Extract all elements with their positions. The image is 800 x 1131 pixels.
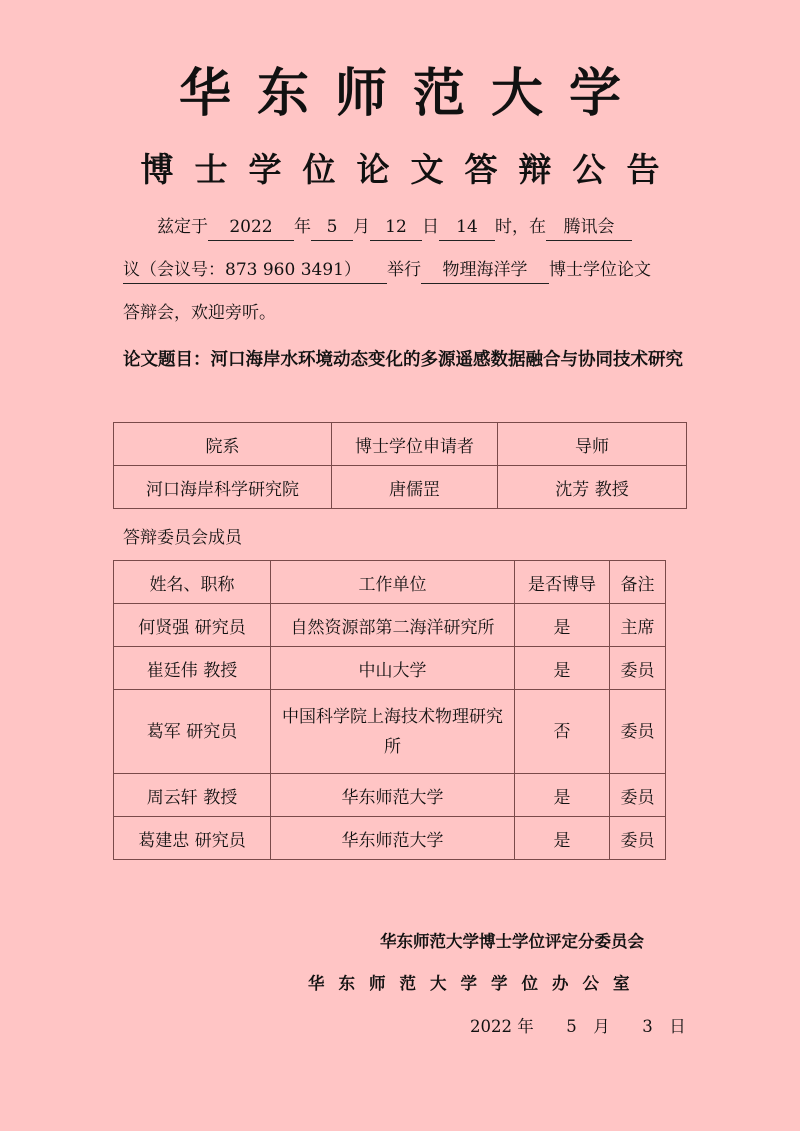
header-remark: 备注 [610,561,666,604]
table-row [114,647,666,690]
member-supervisor: 否 [515,690,610,774]
member-name: 何贤强 研究员 [114,604,271,647]
table-row [114,690,666,774]
member-name: 周云轩 教授 [114,774,271,817]
thesis-title-block [123,338,688,383]
department-cell: 河口海岸科学研究院 [114,466,332,509]
member-institution: 华东师范大学 [271,774,515,817]
header-advisor: 导师 [498,423,687,466]
member-institution: 中山大学 [271,647,515,690]
member-institution: 中国科学院上海技术物理研究所 [271,690,515,774]
member-role: 委员 [610,647,666,690]
intro-paragraph [123,206,683,335]
intro-prefix: 兹定于 [157,217,208,237]
table-row [114,774,666,817]
member-supervisor: 是 [515,647,610,690]
issue-month: 5 [566,1017,577,1036]
hold-char: 举行 [387,260,421,280]
header-applicant: 博士学位申请者 [332,423,498,466]
issuing-committee: 华东师范大学博士学位评定分委员会 [380,932,644,951]
notice-title: 博士学位论文答辩公告 [140,150,681,189]
defense-month: 5 [311,214,353,241]
member-role: 委员 [610,817,666,860]
applicant-table [113,422,687,509]
intro-line-1 [123,206,683,249]
issuing-office: 华东师范大学学位办公室 [308,974,644,993]
issue-year: 2022 [470,1017,512,1036]
issue-day-char: 日 [669,1017,686,1036]
member-role: 委员 [610,774,666,817]
venue-part-2: 议（会议号：873 960 3491） [123,257,387,284]
table-row [114,466,687,509]
issue-year-char: 年 [517,1017,534,1036]
member-supervisor: 是 [515,774,610,817]
committee-table [113,560,666,860]
member-name: 葛军 研究员 [114,690,271,774]
year-char: 年 [294,217,311,237]
committee-label: 答辩委员会成员 [123,528,242,548]
header-supervisor: 是否博导 [515,561,610,604]
defense-year: 2022 [208,214,294,241]
thesis-label: 论文题目： [123,350,211,370]
thesis-title: 河口海岸水环境动态变化的多源遥感数据融合与协同技术研究 [210,350,683,370]
table-row [114,817,666,860]
discipline: 物理海洋学 [421,257,549,284]
applicant-cell: 唐儒罡 [332,466,498,509]
member-supervisor: 是 [515,817,610,860]
university-title: 华东师范大学 [178,63,647,124]
degree-text: 博士学位论文 [549,260,651,280]
member-name: 崔廷伟 教授 [114,647,271,690]
table-header-row [114,561,666,604]
table-row [114,604,666,647]
member-role: 主席 [610,604,666,647]
table-header-row [114,423,687,466]
issue-date [470,1013,690,1041]
intro-line-3: 答辩会，欢迎旁听。 [123,303,276,323]
advisor-cell: 沈芳 教授 [498,466,687,509]
hour-char: 时，在 [495,217,546,237]
day-char: 日 [422,217,439,237]
member-name: 葛建忠 研究员 [114,817,271,860]
month-char: 月 [353,217,370,237]
member-institution: 华东师范大学 [271,817,515,860]
header-department: 院系 [114,423,332,466]
intro-line-2 [123,249,683,292]
member-institution: 自然资源部第二海洋研究所 [271,604,515,647]
header-name-title: 姓名、职称 [114,561,271,604]
venue-part-1: 腾讯会 [546,214,632,241]
issue-month-char: 月 [593,1017,610,1036]
member-role: 委员 [610,690,666,774]
member-supervisor: 是 [515,604,610,647]
defense-day: 12 [370,214,422,241]
header-institution: 工作单位 [271,561,515,604]
issue-day: 3 [642,1017,653,1036]
defense-hour: 14 [439,214,495,241]
